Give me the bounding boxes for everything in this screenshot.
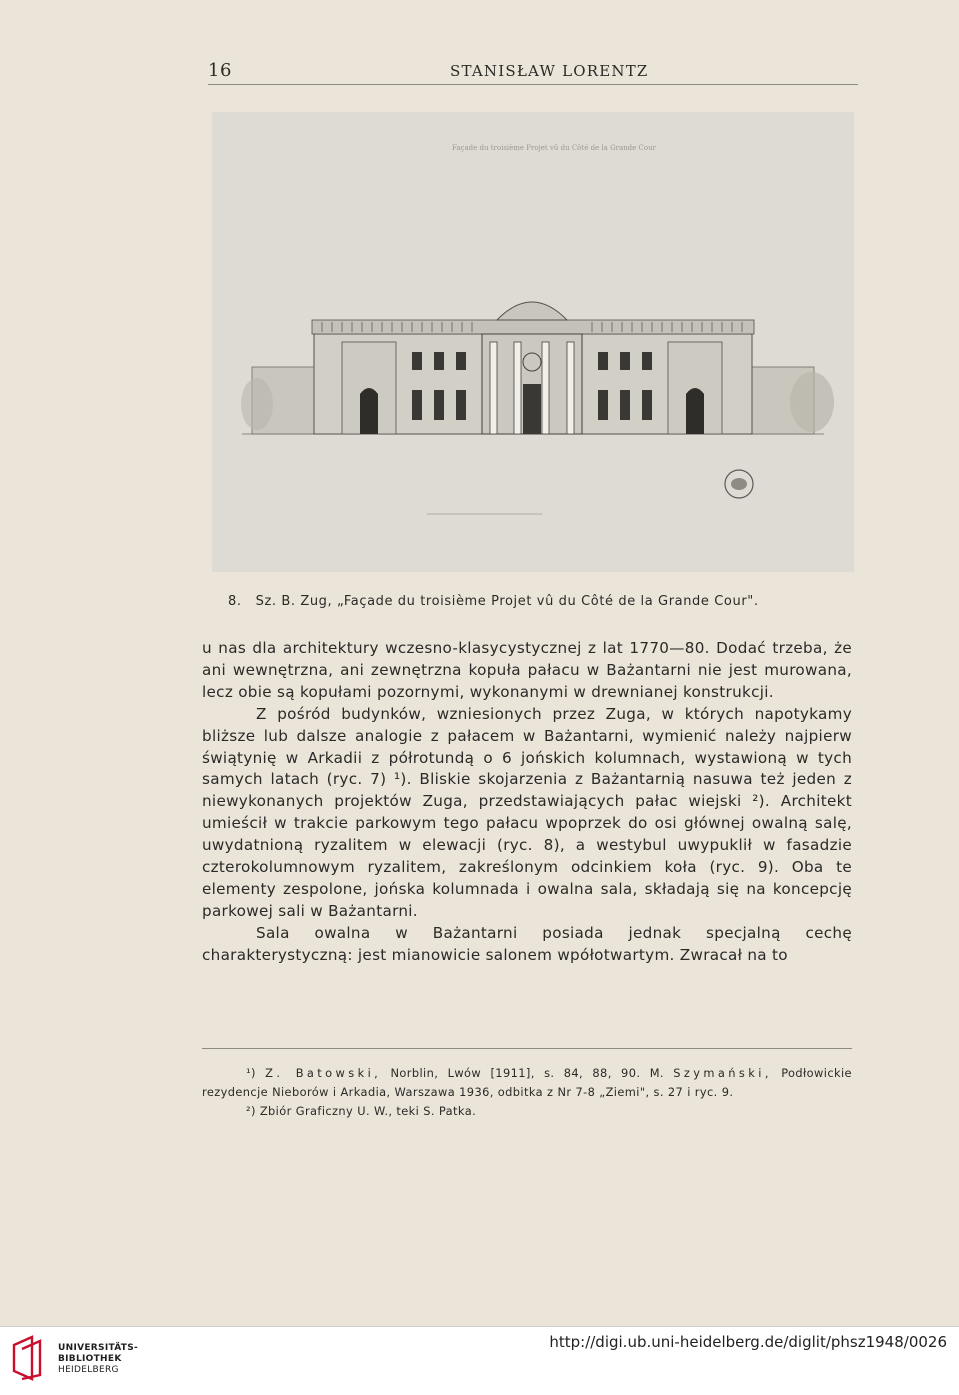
footnote-divider xyxy=(202,1048,852,1049)
figure-inscription: Façade du troisième Projet vû du Côté de la Grande Cour xyxy=(452,144,656,152)
page-number: 16 xyxy=(208,60,232,81)
footnote-text: Zbiór Graficzny U. W., teki S. Patka. xyxy=(259,1104,477,1118)
permalink-url[interactable]: http://digi.ub.uni-heidelberg.de/diglit/phsz1948/0026 xyxy=(549,1333,947,1351)
footnote-mark: ¹) xyxy=(246,1066,256,1080)
paragraph: u nas dla architektury wczesno-klasycystycznej z lat 1770—80. Dodać trzeba, że ani wewnętrzna, ani zewnętrzna kopuła pałacu w Bażantarni nie jest murowana, lecz obie są kopułami pozornymi, wykonanymi w drewnianej konstrukcji. xyxy=(202,639,852,701)
figure-facade-drawing xyxy=(212,112,854,572)
footnote-mark: ²) xyxy=(246,1104,256,1118)
figure-caption xyxy=(228,594,848,609)
facade-drawing-icon xyxy=(212,112,854,572)
caption-text: Sz. B. Zug, „Façade du troisième Projet vû du Côté de la Grande Cour". xyxy=(255,594,759,609)
footnote-text: Podłowickie rezydencje Nieborów i Arkadia, Warszawa 1936, odbitka z Nr 7-8 „Ziemi", s. 27 i ryc. 9. xyxy=(202,1066,852,1099)
footnote-author: Z. Batowski, xyxy=(265,1066,382,1080)
footnote-2 xyxy=(202,1102,852,1121)
library-logo-icon xyxy=(12,1335,46,1381)
library-name xyxy=(58,1343,138,1376)
library-line: HEIDELBERG xyxy=(58,1365,119,1375)
running-head-title: STANISŁAW LORENTZ xyxy=(450,62,649,80)
paragraph: Z pośród budynków, wzniesionych przez Zuga, w których napotykamy bliższe lub dalsze analogie z pałacem w Bażantarni, wymienić należy najpierw świątynię w Arkadii z półrotundą o 6 jońskich kolumnach, wystawioną w tych samych latach (ryc. 7) ¹). Bliskie skojarzenia z Bażantarnią nasuwa też jeden z niewykonanych projektów Zuga, przedstawiających pałac wiejski ²). Architekt umieścił w trakcie parkowym tego pałacu wpoprzek do osi głównej owalną salę, uwydatnioną ryzalitem w elewacji (ryc. 8), a westybul uwypuklił w fasadzie czterokolumnowym ryzalitem, zakreślonym odcinkiem koła (ryc. 9). Oba te elementy zespolone, jońska kolumnada i owalna sala, składają się na koncepcję parkowej sali w Bażantarni. xyxy=(202,704,852,920)
footnote-1 xyxy=(202,1064,852,1102)
caption-number: 8. xyxy=(228,594,242,609)
library-line: UNIVERSITÄTS- xyxy=(58,1343,139,1353)
running-head xyxy=(208,60,858,85)
footnote-author: Szymański, xyxy=(673,1066,772,1080)
library-line: BIBLIOTHEK xyxy=(58,1354,122,1364)
footnotes xyxy=(202,1064,852,1121)
body-text xyxy=(202,638,852,967)
library-footer xyxy=(0,1326,959,1395)
paragraph: Sala owalna w Bażantarni posiada jednak specjalną cechę charakterystyczną: jest mianowicie salonem wpółotwartym. Zwracał na to xyxy=(202,923,852,964)
footnote-text: Norblin, Lwów [1911], s. 84, 88, 90. M. xyxy=(390,1066,664,1080)
